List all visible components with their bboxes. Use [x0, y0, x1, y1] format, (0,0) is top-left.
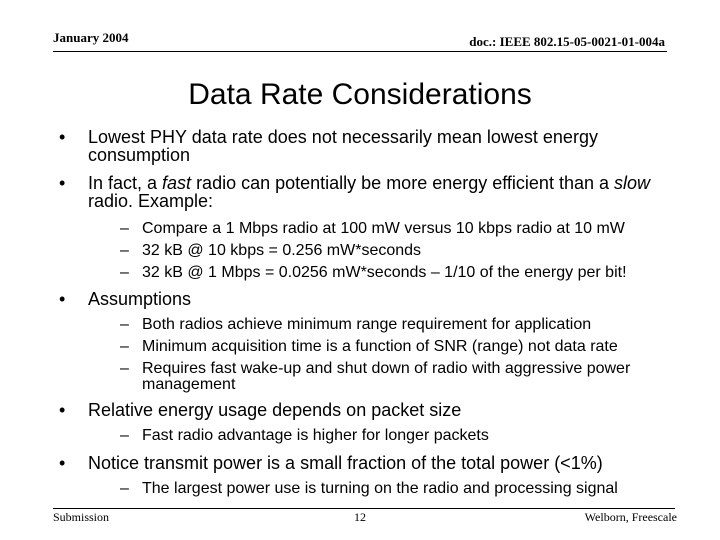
bullet-marker: •	[59, 173, 66, 193]
sub-bullet-marker: –	[120, 242, 129, 259]
sub-bullet-text: Both radios achieve minimum range requirement for application	[142, 316, 592, 333]
sub-bullet	[120, 428, 677, 444]
footer-page-number: 12	[354, 510, 366, 524]
sub-bullet-marker: –	[120, 264, 129, 281]
slide-title: Data Rate Considerations	[188, 78, 532, 111]
bullet-4	[57, 401, 677, 419]
sub-bullet	[120, 339, 677, 355]
sub-bullet-text: Minimum acquisition time is a function of SNR (range) not data rate	[142, 338, 618, 355]
sub-bullet-marker: –	[120, 316, 129, 333]
bullet-4-text: Relative energy usage depends on packet size	[88, 400, 462, 420]
footer-rule	[53, 508, 675, 509]
footer-submission: Submission	[53, 510, 110, 524]
sub-bullet-marker: –	[120, 220, 129, 237]
bullet-5	[57, 454, 677, 472]
bullet-1	[57, 128, 677, 164]
footer-author: Welborn, Freescale	[584, 510, 677, 524]
bullet-2	[57, 174, 677, 210]
bullet-2-text-b: radio can potentially be more energy efficient than a	[191, 173, 614, 193]
sub-bullet-text: Requires fast wake-up and shut down of radio with aggressive power management	[142, 360, 631, 393]
bullet-3	[57, 290, 677, 308]
sub-bullet-text: 32 kB @ 10 kbps = 0.256 mW*seconds	[142, 242, 422, 259]
sub-bullet-text: 32 kB @ 1 Mbps = 0.0256 mW*seconds – 1/10 of the energy per bit!	[142, 264, 627, 281]
sub-bullet-text: The largest power use is turning on the radio and processing signal	[142, 480, 618, 497]
bullet-2-text-c: radio. Example:	[88, 191, 214, 211]
sub-bullet	[120, 221, 677, 237]
sub-bullet-marker: –	[120, 360, 129, 377]
sub-bullet	[120, 481, 677, 497]
bullet-marker: •	[59, 289, 66, 309]
header-date: January 2004	[53, 30, 129, 45]
sub-bullet-marker: –	[120, 480, 129, 497]
bullet-marker: •	[59, 453, 66, 473]
sub-bullet-marker: –	[120, 427, 129, 444]
sub-bullet-text: Fast radio advantage is higher for longer packets	[142, 427, 489, 444]
sub-bullet	[120, 317, 677, 333]
header-doc-id: doc.: IEEE 802.15-05-0021-01-004a	[469, 34, 665, 49]
bullet-1-text: Lowest PHY data rate does not necessarily mean lowest energy consumption	[88, 127, 598, 165]
bullet-marker: •	[59, 127, 66, 147]
sub-bullet	[120, 361, 677, 393]
sub-bullet-marker: –	[120, 338, 129, 355]
sub-bullet	[120, 243, 677, 259]
slide-body	[57, 126, 677, 497]
bullet-3-text: Assumptions	[88, 289, 192, 309]
bullet-2-emphasis-slow: slow	[614, 173, 651, 193]
bullet-marker: •	[59, 400, 66, 420]
bullet-5-text: Notice transmit power is a small fraction of the total power (<1%)	[88, 453, 603, 473]
sub-bullet-text: Compare a 1 Mbps radio at 100 mW versus 10 kbps radio at 10 mW	[142, 220, 625, 237]
sub-bullet	[120, 265, 677, 281]
bullet-2-emphasis-fast: fast	[162, 173, 192, 193]
header-rule	[53, 51, 667, 52]
bullet-2-text-a: In fact, a	[88, 173, 163, 193]
